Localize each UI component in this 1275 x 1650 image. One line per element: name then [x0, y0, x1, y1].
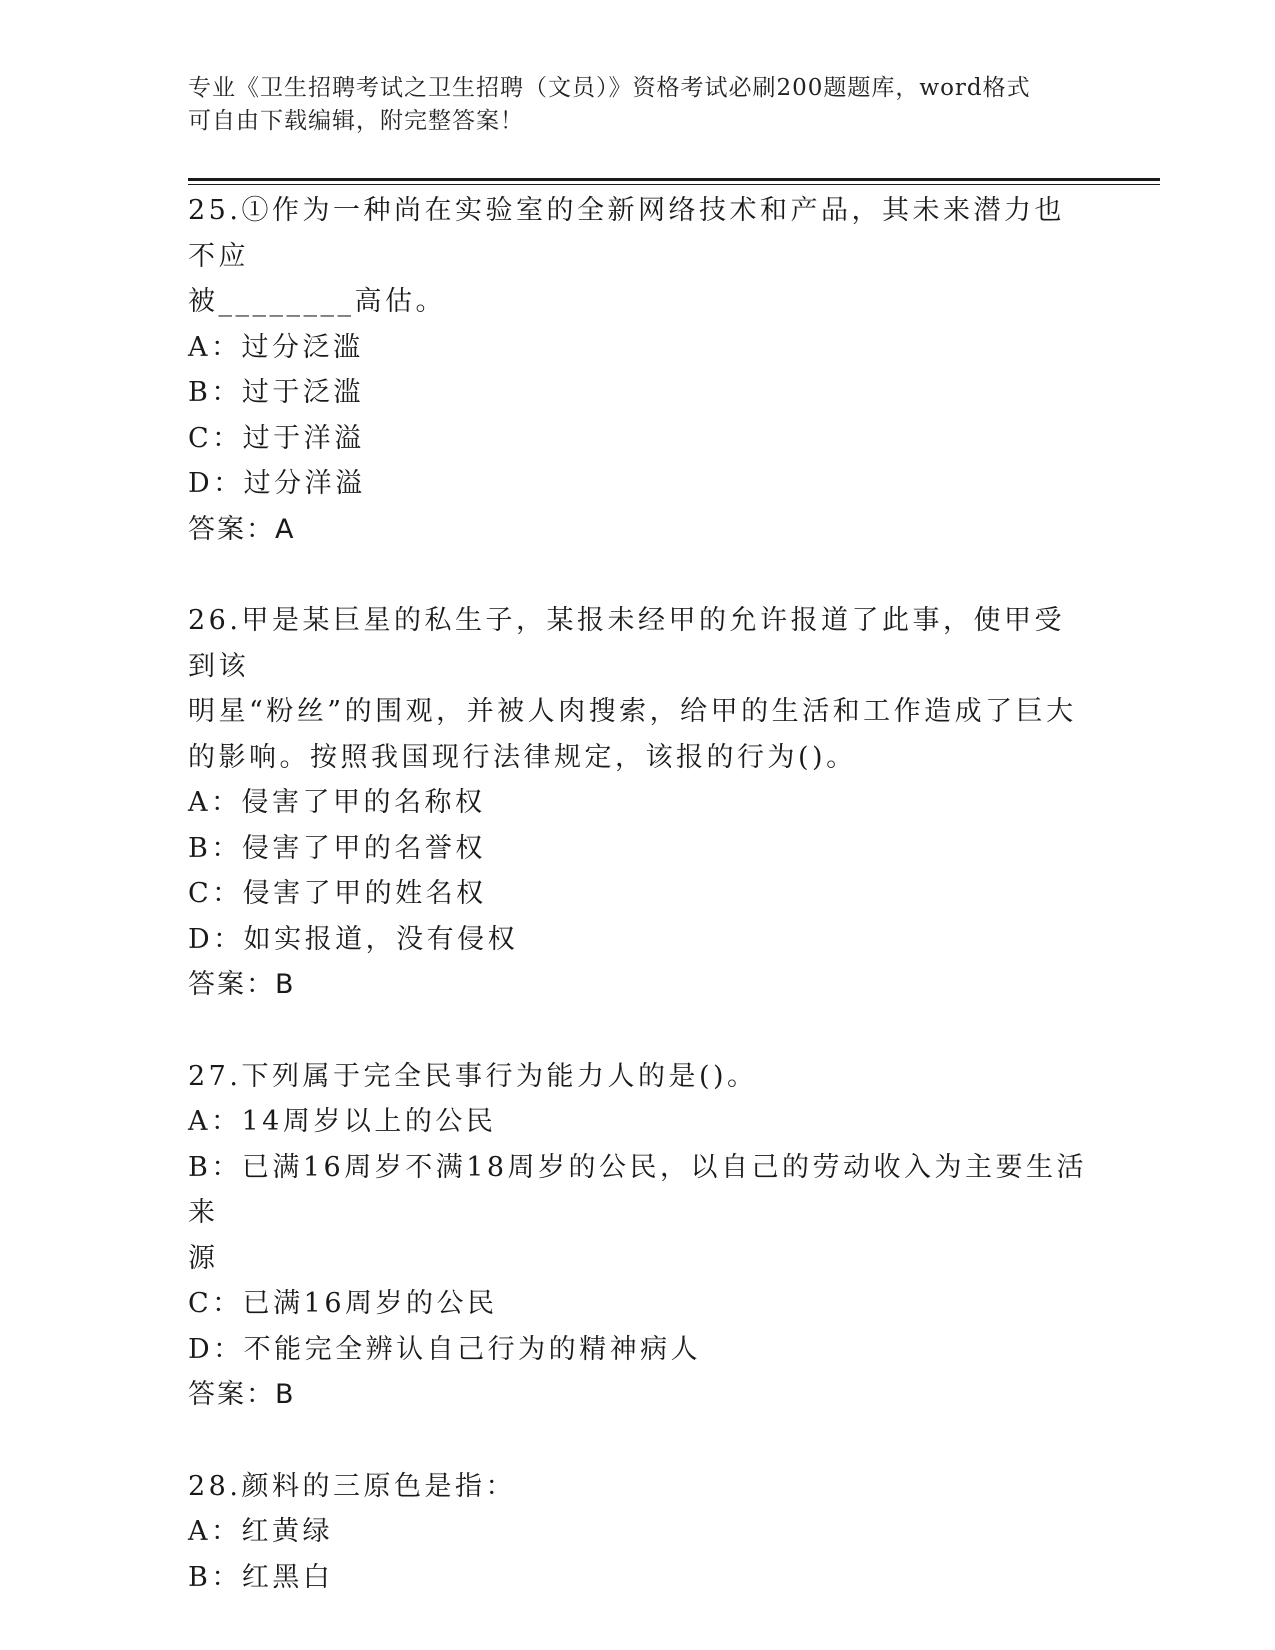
question-26 — [188, 598, 1088, 1008]
question-26-stem-line-2: 明星“粉丝”的围观，并被人肉搜索，给甲的生活和工作造成了巨大 — [188, 696, 1077, 727]
question-26-option-b: B：侵害了甲的名誉权 — [188, 832, 486, 864]
question-25-stem-line-1: 25.①作为一种尚在实验室的全新网络技术和产品，其未来潜力也不应 — [188, 195, 1065, 272]
question-26-stem-line-1: 26.甲是某巨星的私生子，某报未经甲的允许报道了此事，使甲受到该 — [188, 605, 1065, 682]
question-25-option-b: B：过于泛滥 — [188, 377, 364, 408]
question-25-option-a: A：过分泛滥 — [188, 331, 364, 363]
header-line-1: 专业《卫生招聘考试之卫生招聘（文员）》资格考试必刷200题题库，word格式 — [188, 75, 1031, 101]
question-28 — [188, 1464, 1088, 1601]
question-25-option-c: C：过于洋溢 — [188, 422, 365, 454]
question-28-option-a: A：红黄绿 — [188, 1516, 333, 1547]
question-27-option-a: A：14周岁以上的公民 — [188, 1106, 497, 1137]
question-27-option-d: D：不能完全辨认自己行为的精神病人 — [188, 1333, 702, 1365]
question-27-option-b-line-2: 源 — [188, 1242, 219, 1274]
question-25 — [188, 188, 1088, 552]
question-25-answer: 答案：A — [188, 513, 296, 545]
question-27-option-b-line-1: B：已满16周岁不满18周岁的公民，以自己的劳动收入为主要生活来 — [188, 1151, 1088, 1228]
question-26-option-a: A：侵害了甲的名称权 — [188, 787, 486, 818]
question-25-option-d: D：过分洋溢 — [188, 468, 366, 499]
question-26-option-c: C：侵害了甲的姓名权 — [188, 878, 487, 909]
question-27-option-c: C：已满16周岁的公民 — [188, 1288, 498, 1319]
header-rule-thick — [188, 178, 1160, 181]
question-27-answer: 答案：B — [188, 1379, 296, 1410]
question-26-answer: 答案：B — [188, 969, 296, 1000]
header-rule-thin — [188, 184, 1160, 185]
question-26-option-d: D：如实报道，没有侵权 — [188, 923, 519, 955]
question-27-stem-line-1: 27.下列属于完全民事行为能力人的是()。 — [188, 1060, 758, 1092]
question-list — [188, 188, 1088, 1646]
question-25-stem-line-2: 被________高估。 — [188, 286, 446, 317]
document-header — [188, 72, 1068, 138]
question-28-option-b: B：红黑白 — [188, 1561, 334, 1593]
header-line-2: 可自由下载编辑，附完整答案！ — [188, 108, 524, 134]
question-26-stem-line-3: 的影响。按照我国现行法律规定，该报的行为()。 — [188, 741, 857, 773]
question-27 — [188, 1054, 1088, 1418]
question-28-stem-line-1: 28.颜料的三原色是指： — [188, 1470, 516, 1502]
